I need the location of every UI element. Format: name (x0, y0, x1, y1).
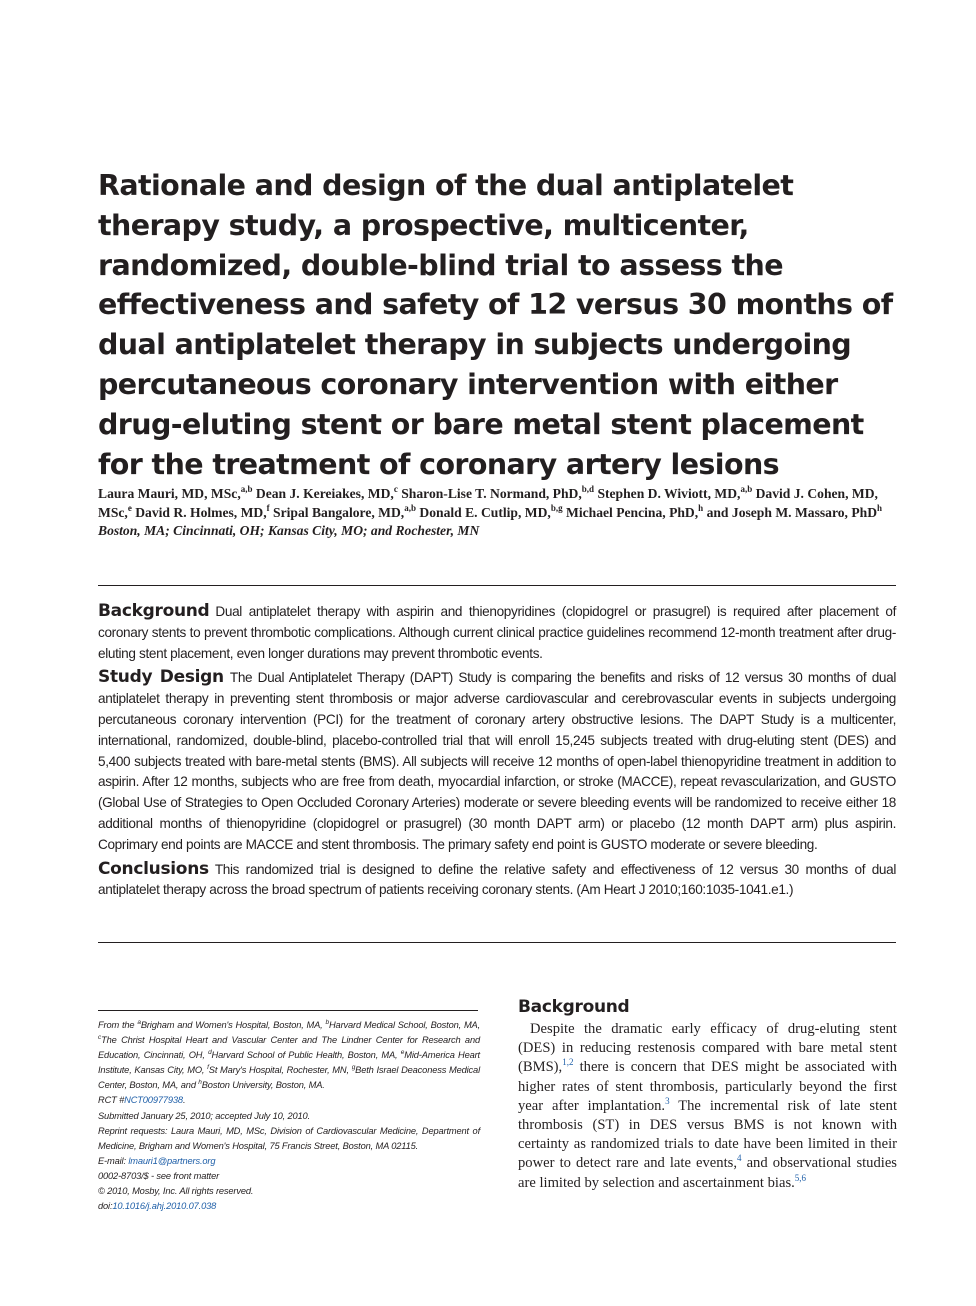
author: Dean J. Kereiakes, MD,$^c$ (255, 484, 398, 501)
doi-line: doi:10.1016/j.ahj.2010.07.038 (98, 1201, 217, 1212)
author: Sharon-Lise T. Normand, PhD,$^{b,d}$ (401, 484, 595, 501)
author: Laura Mauri, MD, MSc,$^{a,b}$ (98, 484, 253, 501)
citation-link[interactable]: 5,6 (794, 1172, 807, 1183)
abstract-conclusions (98, 859, 896, 902)
citation-link[interactable]: 3 (665, 1095, 670, 1106)
citation-link[interactable]: 1,2 (562, 1057, 574, 1068)
divider (98, 585, 896, 586)
footnotes (98, 1018, 480, 1214)
author-list (98, 485, 898, 541)
abstract-text: Dual antiplatelet therapy with aspirin and thienopyridines (clopidogrel or prasugrel) is required after placement of coronary stents to prevent thrombotic complications. Although current clinical practice guidelines recommend 12-month treatment after drug-eluting stent placement, even longer durations may prevent thrombotic events. (98, 604, 896, 661)
affiliations: From the $^a$Brigham and Women's Hospital, Boston, MA, $^b$Harvard Medical School, Boston, MA, $^c$The Christ Hospital Heart and Vascular Center and The Lindner Center for Research and Education, Cincinnati, OH, $^d$Harvard School of Public Health, Boston, MA, $^e$Mid-America Heart Institute, Kansas City, MO, $^f$St Mary's Hospital, Rochester, MN, $^g$Beth Israel Deaconess Medical Center, Boston, MA, and $^h$Boston University, Boston, MA. (98, 1019, 481, 1091)
author: Michael Pencina, PhD,$^h$ (566, 502, 704, 520)
author: David R. Holmes, MD,$^f$ (135, 502, 270, 520)
author-locations: Boston, MA; Cincinnati, OH; Kansas City, MO; and Rochester, MN (98, 523, 480, 539)
abstract-text: The Dual Antiplatelet Therapy (DAPT) Study is comparing the benefits and risks of 12 versus 30 months of dual antiplatelet therapy in preventing stent thrombosis or major adverse cardiovascular and cerebrovascular events in subjects undergoing percutaneous coronary intervention (PCI) for the treatment of coronary artery obstructive lesions. The DAPT Study is a multicenter, international, randomized, double-blind, placebo-controlled trial that will enroll 15,245 subjects treated with drug-eluting stent (DES) and 5,400 subjects treated with bare-metal stents (BMS). All subjects will receive 12 months of open-label thienopyridine treatment in addition to aspirin. After 12 months, subjects who are free from death, myocardial infarction, or stroke (MACCE), repeat revascularization, and GUSTO (Global Use of Strategies to Open Occluded Coronary Arteries) moderate or severe bleeding events will be randomized to receive either 18 additional months of thienopyridine (clopidogrel or prasugrel) (30 month DAPT arm) or placebo (12 month DAPT arm) plus aspirin. Coprimary end points are MACCE and stent thrombosis. The primary safety end point is GUSTO moderate or severe bleeding. (98, 670, 896, 852)
author: David J. Cohen, MD, MSc,$^e$ (98, 486, 878, 520)
rct-link[interactable]: NCT00977938 (124, 1095, 183, 1106)
body-paragraph: Despite the dramatic early efficacy of drug-eluting stent (DES) in reducing restenosis compared with bare metal stent (BMS),$^{1,2}$ there is concern that DES might be associated with higher rates of stent thrombosis, particularly beyond the first year after implantation.$^3$ The incremental risk of late stent thrombosis (ST) in DES versus BMS is not known with certainty as randomized trials to date have been limited in their power to detect rare and late events,$^4$ and observational studies are limited by selection and ascertainment bias.$^{5,6}$ (518, 1021, 897, 1191)
author: Donald E. Cutlip, MD,$^{b,g}$ (419, 502, 563, 520)
author: Stephen D. Wiviott, MD,$^{a,b}$ (597, 484, 753, 501)
issn: 0002-8703/$ - see front matter (98, 1170, 220, 1181)
copyright: © 2010, Mosby, Inc. All rights reserved. (98, 1186, 254, 1197)
reprint-requests: Reprint requests: Laura Mauri, MD, MSc, Division of Cardiovascular Medicine, Department of Medicine, Brigham and Women's Hospital, 75 Francis Street, Boston, MA 02115. (98, 1125, 480, 1151)
abstract-study-design (98, 667, 896, 855)
doi-link[interactable]: 10.1016/j.ahj.2010.07.038 (112, 1201, 217, 1212)
abstract-heading: Conclusions (98, 858, 209, 879)
footnote-divider (98, 1010, 478, 1011)
author: and Joseph M. Massaro, PhD$^h$ (706, 502, 883, 520)
rct-number: RCT #NCT00977938. (98, 1095, 186, 1106)
divider (98, 942, 896, 943)
email-line: E-mail: lmauri1@partners.org (98, 1155, 216, 1166)
citation-link[interactable]: 4 (736, 1153, 742, 1164)
email-link[interactable]: lmauri1@partners.org (128, 1155, 216, 1166)
article-title: Rationale and design of the dual antiplatelet therapy study, a prospective, multicenter, randomized, double-blind trial to assess the effectiveness and safety of 12 versus 30 months of dual antiplatelet therapy in subjects undergoing percutaneous coronary intervention with either drug-eluting stent or bare metal stent placement for the treatment of coronary artery lesions (98, 169, 893, 481)
abstract (98, 601, 896, 904)
section-heading: Background (518, 997, 630, 1017)
submitted-date: Submitted January 25, 2010; accepted July 10, 2010. (98, 1110, 311, 1121)
abstract-heading: Study Design (98, 667, 224, 688)
abstract-text: This randomized trial is designed to define the relative safety and effectiveness of 12 versus 30 months of dual antiplatelet therapy across the broad spectrum of patients receiving coronary stents. (Am Heart J 2010;160:1035-1041.e1.) (98, 861, 896, 898)
abstract-background (98, 601, 896, 664)
abstract-heading: Background (98, 601, 210, 621)
author: Sripal Bangalore, MD,$^{a,b}$ (273, 502, 416, 520)
